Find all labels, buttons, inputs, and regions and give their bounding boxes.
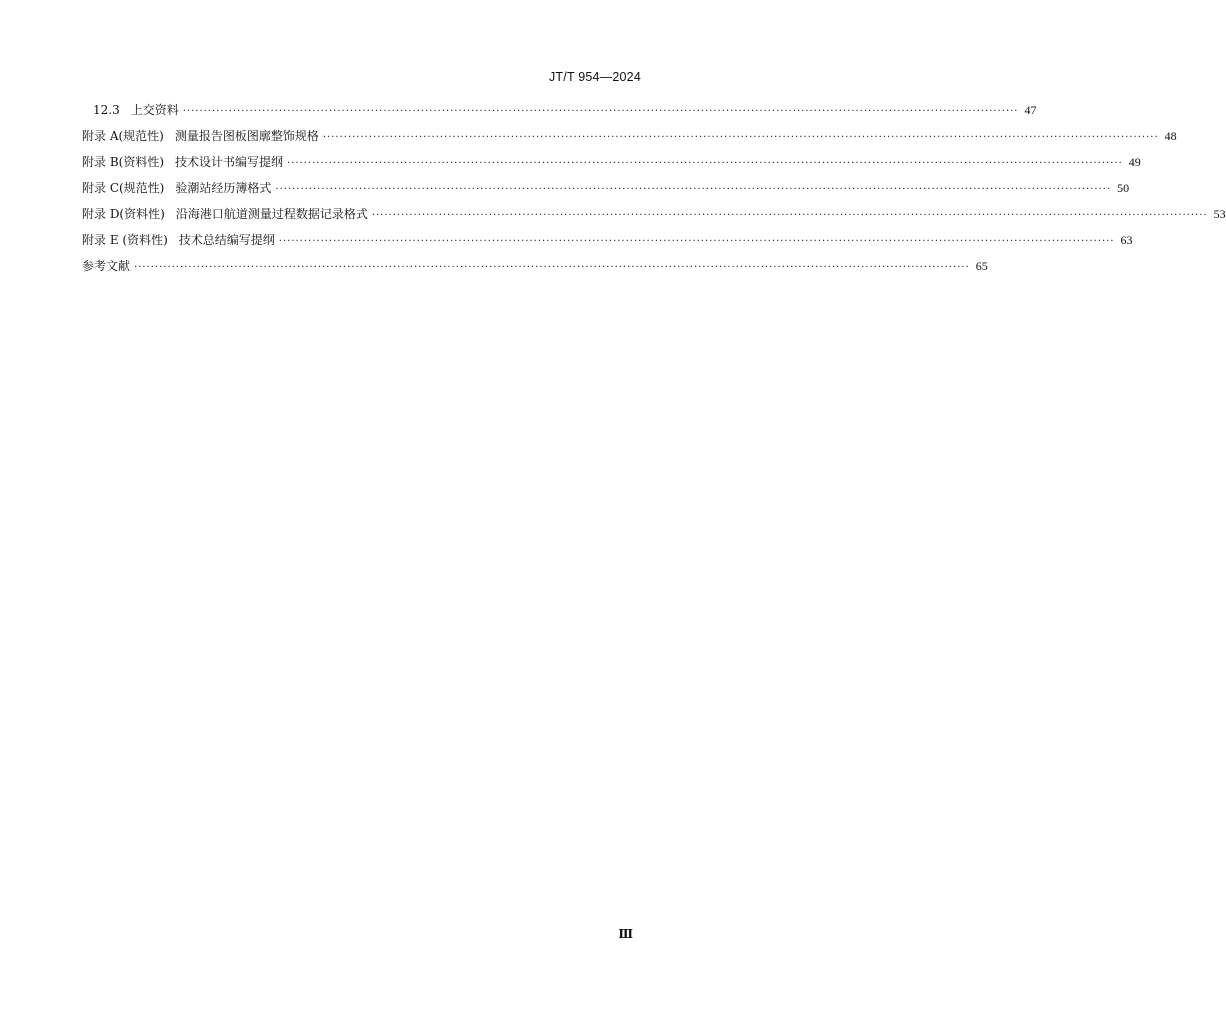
- toc-leader-dots: ········································································································································································································: [278, 236, 1115, 247]
- toc-leader-dots: ········································································································································································································: [371, 210, 1208, 221]
- document-code: JT/T 954—2024: [548, 70, 641, 84]
- toc-entry-title: 技术设计书编写提纲: [175, 155, 284, 169]
- toc-entry-number: 附录 B(资料性): [82, 155, 164, 169]
- toc-entry-title: 上交资料: [130, 103, 179, 117]
- toc-entry-page: 63: [1120, 233, 1133, 247]
- toc-entry-number: 附录 E (资料性): [82, 233, 168, 247]
- toc-entry-title: 参考文献: [82, 259, 131, 273]
- toc-entry-number: 附录 C(规范性): [82, 181, 165, 195]
- toc-entry[interactable]: [82, 101, 1037, 127]
- toc-leader-dots: ········································································································································································································: [275, 184, 1112, 195]
- toc-entry-title: 技术总结编写提纲: [178, 233, 275, 247]
- toc-entry-page: 65: [975, 259, 988, 273]
- toc-entry[interactable]: [82, 153, 1141, 179]
- toc-entry-title: 沿海港口航道测量过程数据记录格式: [175, 207, 368, 221]
- toc-entry-number: 12.3: [93, 103, 120, 117]
- toc-leader-dots: ········································································································································································································: [322, 132, 1159, 143]
- toc-entry-page: 47: [1024, 103, 1037, 117]
- toc-entry[interactable]: [82, 257, 988, 283]
- toc-entry-title: 验潮站经历簿格式: [175, 181, 272, 195]
- toc-entry-title: 测量报告图板图廓整饰规格: [174, 129, 319, 143]
- table-of-contents: [82, 101, 1226, 283]
- toc-entry[interactable]: [82, 231, 1133, 257]
- toc-entry-page: 53: [1213, 207, 1226, 221]
- toc-entry-number: 附录 D(资料性): [82, 207, 165, 221]
- toc-entry-number: 附录 A(规范性): [82, 129, 164, 143]
- toc-entry-page: 49: [1128, 155, 1141, 169]
- toc-entry[interactable]: [82, 205, 1226, 231]
- page-number: Ⅲ: [618, 927, 633, 941]
- toc-leader-dots: ········································································································································································································: [182, 106, 1019, 117]
- toc-entry[interactable]: [82, 127, 1177, 153]
- toc-entry[interactable]: [82, 179, 1130, 205]
- toc-entry-page: 50: [1117, 181, 1130, 195]
- toc-leader-dots: ········································································································································································································: [287, 158, 1123, 169]
- toc-leader-dots: ········································································································································································································: [134, 262, 970, 273]
- toc-entry-page: 48: [1164, 129, 1177, 143]
